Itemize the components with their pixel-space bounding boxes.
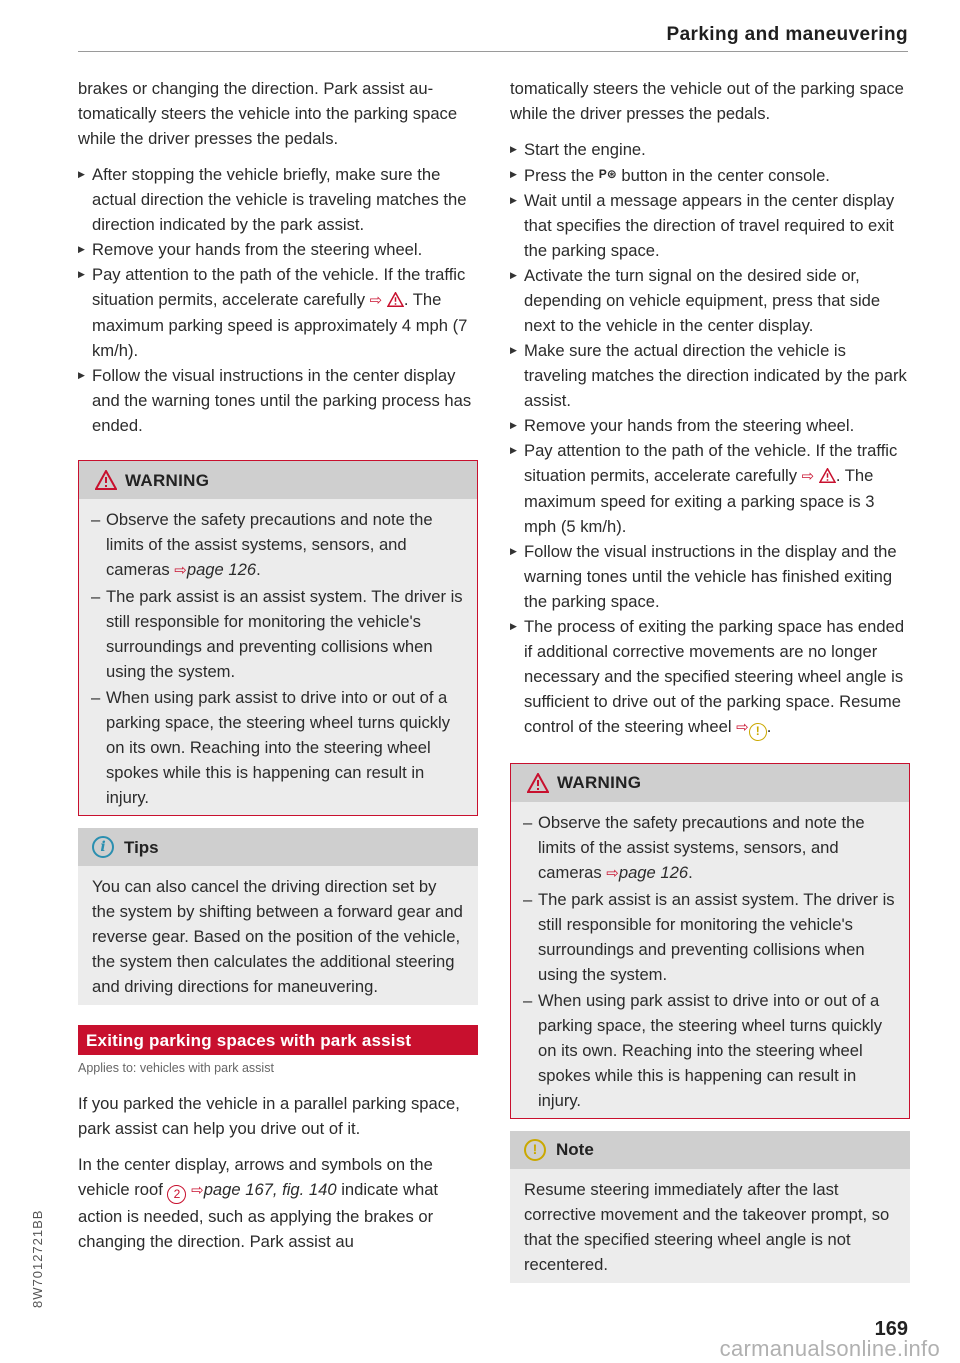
- applies-to: Applies to: vehicles with park assist: [78, 1061, 274, 1075]
- right-column: [510, 76, 910, 1301]
- paragraph: tomatically steers the vehicle out of the parking space while the driver presses the pedals.: [510, 79, 904, 123]
- step-item: ▶ Activate the turn signal on the desired side or, depending on vehicle equipment, press that side next to the vehicle in the center display.: [510, 263, 910, 338]
- paragraph: If you parked the vehicle in a parallel parking space, park assist can help you drive out of it.: [78, 1094, 460, 1138]
- step-item: ▶ Start the engine.: [510, 137, 910, 162]
- callout-number: 2: [167, 1185, 186, 1204]
- info-icon: i: [92, 836, 114, 858]
- section-heading: Exiting parking spaces with park assist: [78, 1025, 478, 1055]
- warning-triangle-icon: [95, 470, 117, 490]
- tips-box: [78, 828, 478, 1005]
- step-list: [78, 162, 478, 438]
- warning-body: [511, 802, 909, 1118]
- watermark: carmanualsonline.info: [719, 1336, 940, 1361]
- warning-title: WARNING: [557, 773, 642, 792]
- step-list: [510, 137, 910, 741]
- step-item: ▶ Remove your hands from the steering wheel.: [510, 413, 910, 438]
- chapter-title: Parking and maneuvering: [666, 24, 908, 45]
- warning-triangle-icon: [527, 773, 549, 793]
- punctuation: .: [256, 560, 261, 579]
- page-reference[interactable]: page 126: [186, 560, 257, 579]
- left-column: [78, 76, 478, 1265]
- punctuation: .: [766, 717, 772, 736]
- warning-item: – When using park assist to drive into or out of a parking space, the steering wheel turns quickly on its own. Reaching into the steering wheel spokes while this is happening can result in injury.: [91, 685, 465, 810]
- step-item: ▶ Make sure the actual direction the vehicle is traveling matches the direction indicated by the park assist.: [510, 338, 910, 413]
- paragraph: [78, 1152, 478, 1254]
- step-text: Pay attention to the path of the vehicle. If the traffic situation permits, accelerate carefully: [524, 441, 898, 485]
- step-item: ▶ After stopping the vehicle briefly, make sure the actual direction the vehicle is traveling matches the direction indicated by the park assist.: [78, 162, 478, 237]
- step-text: Pay attention to the path of the vehicle. If the traffic situation permits, accelerate carefully: [92, 265, 466, 309]
- arrow-right-icon: ⇨: [801, 468, 815, 485]
- punctuation: .: [688, 862, 693, 882]
- note-icon: !: [749, 723, 767, 741]
- note-box: [510, 1131, 910, 1283]
- warning-title: WARNING: [125, 470, 210, 490]
- step-item: ▶ Remove your hands from the steering wheel.: [78, 237, 478, 262]
- step-item: [78, 262, 478, 363]
- step-item: [510, 614, 910, 741]
- page-reference[interactable]: page 167, fig. 140: [203, 1180, 337, 1199]
- tips-body: You can also cancel the driving direction set by the system by shifting between a forward gear and reverse gear. Based on the position of the vehicle, the system then calculates the additional steering and driving directions for maneuvering.: [78, 866, 478, 1005]
- step-text: . The maximum speed for exiting a parking space is 3 mph (5 km/h).: [524, 466, 875, 536]
- paragraph-text: indicate what action is needed, such as applying the brakes or changing the direction. Park assist au: [78, 1180, 439, 1251]
- document-code: [26, 1180, 50, 1310]
- warning-list: [91, 507, 465, 810]
- warning-item: – The park assist is an assist system. The driver is still responsible for monitoring the vehicle's surroundings and preventing collisions when using the system.: [523, 887, 897, 987]
- document-code-text: 8W7012721BB: [30, 1209, 45, 1308]
- note-header: [510, 1131, 910, 1169]
- warning-header: [79, 461, 477, 499]
- warning-item: [91, 507, 465, 583]
- arrow-right-icon: ⇨: [736, 719, 749, 736]
- paragraph: brakes or changing the direction. Park assist automatically steers the vehicle into the parking space while the driver presses the pedals.: [78, 79, 458, 148]
- step-item: ▶ Follow the visual instructions in the center display and the warning tones until the parking process has ended.: [78, 363, 478, 438]
- step-item: ▶ Follow the visual instructions in the display and the warning tones until the vehicle has finished exiting the parking space.: [510, 539, 910, 614]
- step-text: Press the: [524, 166, 595, 185]
- step-item: [510, 162, 910, 188]
- warning-box: [510, 763, 910, 1119]
- warning-header: [511, 764, 909, 802]
- warning-body: [79, 499, 477, 815]
- note-body: Resume steering immediately after the last corrective movement and the takeover prompt, so that the specified steering wheel angle is not recentered.: [510, 1169, 910, 1283]
- step-text: The process of exiting the parking space has ended if additional corrective movements are no longer necessary and the specified steering wheel angle is sufficient to drive out of the parking space. Resume control of the steering wheel: [524, 617, 905, 736]
- arrow-right-icon: ⇨: [606, 864, 619, 882]
- warning-triangle-icon: [387, 292, 404, 307]
- tips-header: [78, 828, 478, 866]
- warning-item: [523, 810, 897, 886]
- step-text: button in the center console.: [621, 166, 830, 185]
- note-title: Note: [556, 1140, 594, 1159]
- warning-item: – When using park assist to drive into or out of a parking space, the steering wheel turns quickly on its own. Reaching into the steering wheel spokes while this is happening can result in injury.: [523, 988, 897, 1113]
- paragraph-text: In the center display, arrows and symbols on the vehicle roof: [78, 1155, 433, 1199]
- warning-triangle-icon: [819, 468, 836, 483]
- note-icon: !: [524, 1139, 546, 1161]
- page-reference[interactable]: page 126: [618, 862, 689, 882]
- header-divider: [78, 51, 908, 52]
- step-text: . The maximum parking speed is approximately 4 mph (7 km/h).: [92, 290, 468, 360]
- arrow-right-icon: ⇨: [369, 292, 383, 309]
- warning-item: – The park assist is an assist system. The driver is still responsible for monitoring the vehicle's surroundings and preventing collisions when using the system.: [91, 584, 465, 684]
- warning-box: [78, 460, 478, 816]
- tips-title: Tips: [124, 837, 159, 857]
- arrow-right-icon: ⇨: [174, 562, 187, 579]
- warning-text: Observe the safety precautions and note the limits of the assist systems, sensors, and cameras: [538, 812, 865, 882]
- park-assist-button-icon: P⊛: [598, 167, 617, 181]
- arrow-right-icon: ⇨: [191, 1182, 204, 1199]
- warning-text: Observe the safety precautions and note the limits of the assist systems, sensors, and cameras: [106, 510, 433, 579]
- step-item: [510, 438, 910, 539]
- warning-list: [523, 810, 897, 1113]
- step-item: ▶ Wait until a message appears in the center display that specifies the direction of travel required to exit the parking space.: [510, 188, 910, 263]
- page-number: 169: [874, 1318, 908, 1340]
